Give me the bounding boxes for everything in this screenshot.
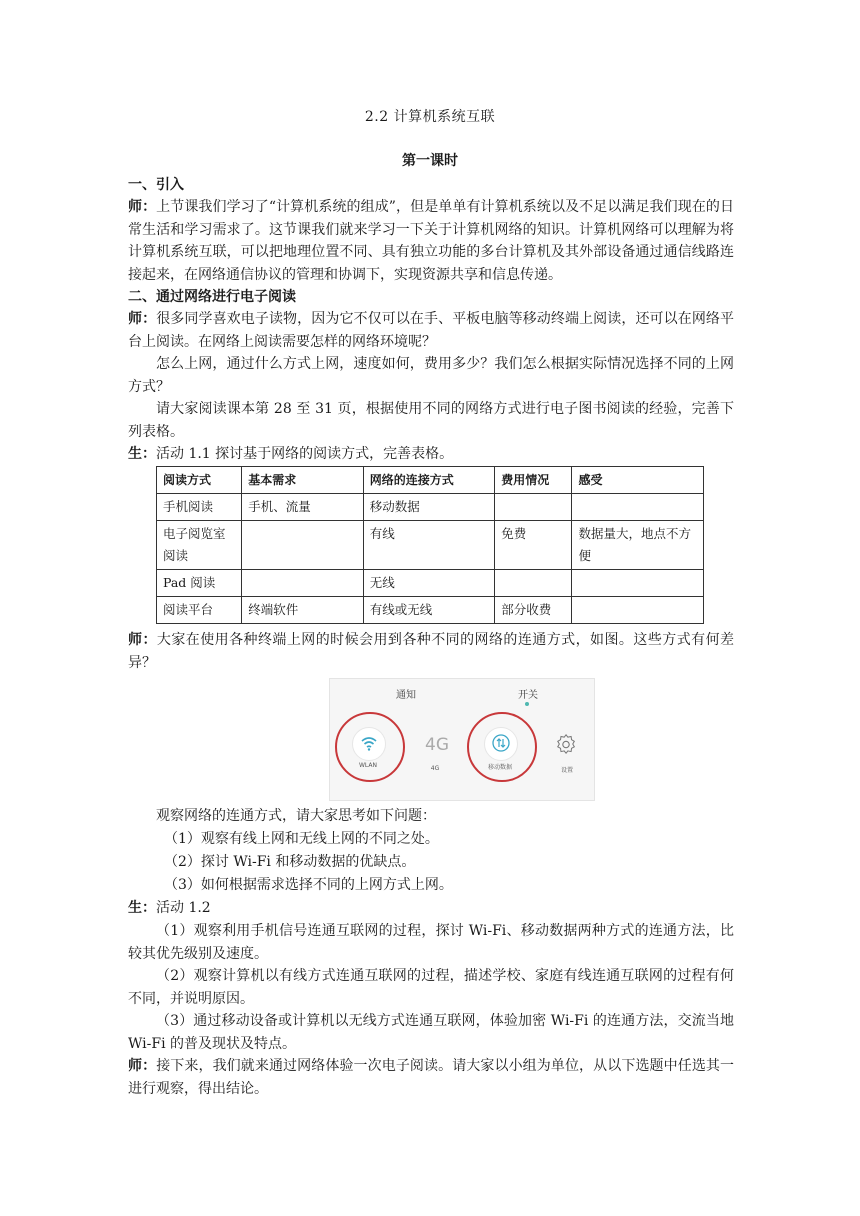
mobile-data-icon [485,728,517,760]
paragraph-activity-1-2 [128,897,734,920]
table-cell: 手机、流量 [242,494,363,521]
section-heading-reading: 二、通过网络进行电子阅读 [128,289,296,305]
speaker-label: 师： [128,311,157,327]
table-cell [242,521,363,570]
table-row [157,597,704,624]
phone-settings-figure [329,678,595,801]
settings-label: 设置 [560,767,573,774]
table-cell: 有线或无线 [363,597,494,624]
wlan-toggle [352,727,386,761]
mobile-data-toggle [484,727,518,761]
table-cell [495,494,572,521]
activity-step-1: （1）观察利用手机信号连通互联网的过程，探讨 Wi-Fi、移动数据两种方式的连通方法，比较其优先级别及速度。 [128,923,734,962]
table-cell [242,570,363,597]
table-cell [572,597,704,624]
column-header: 感受 [572,467,704,494]
4g-label: 4G [430,765,440,772]
table-cell: 移动数据 [363,494,494,521]
table-cell: 手机阅读 [157,494,242,521]
speaker-label: 师： [128,1058,157,1074]
column-header: 阅读方式 [157,467,242,494]
paragraph-instruction: 请大家阅读课本第 28 至 31 页，根据使用不同的网络方式进行电子图书阅读的经验，完善下列表格。 [128,401,734,440]
question-1: （1）观察有线上网和无线上网的不同之处。 [164,831,439,847]
speaker-label: 师： [128,199,157,215]
activity-step-3: （3）通过移动设备或计算机以无线方式连通互联网，体验加密 Wi-Fi 的连通方法，交流当地 Wi-Fi 的普及现状及特点。 [128,1013,734,1052]
table-cell: 无线 [363,570,494,597]
paragraph-text: 活动 1.1 探讨基于网络的阅读方式，完善表格。 [156,446,454,462]
table-header-row [157,467,704,494]
section-heading-intro: 一、引入 [128,177,184,193]
table-cell: 有线 [363,521,494,570]
column-header: 费用情况 [495,467,572,494]
paragraph-observe: 观察网络的连通方式，请大家思考如下问题： [156,808,436,824]
paragraph-text: 上节课我们学习了“计算机系统的组成”，但是单单有计算机系统以及不足以满足我们现在的日常生活和学习需求了。这节课我们就来学习一下关于计算机网络的知识。计算机网络可以理解为将计算机系统互联，可以把地理位置不同、具有独立功能的多台计算机及其外部设备通过通信线路连接起来，在网络通信协议的管理和协调下，实现资源共享和信息传递。 [128,199,734,283]
paragraph-next-step [128,1055,734,1100]
lesson-subtitle: 第一课时 [402,153,458,169]
table-cell [572,494,704,521]
paragraph-reading [128,308,734,353]
activity-step-2: （2）观察计算机以有线方式连通互联网的过程，描述学校、家庭有线连通互联网的过程有何不同，并说明原因。 [128,968,734,1007]
paragraph-text: 活动 1.2 [156,900,211,916]
active-tab-indicator [525,702,529,706]
tab-notify: 通知 [396,690,416,701]
page-title: 2.2 计算机系统互联 [364,109,496,125]
4g-icon: 4G [425,735,449,755]
table-cell: 电子阅览室阅读 [157,521,242,570]
table-cell [495,570,572,597]
table-cell: 数据量大，地点不方便 [572,521,704,570]
wifi-icon [353,728,385,760]
speaker-label: 师： [128,632,157,648]
column-header: 基本需求 [242,467,363,494]
wlan-label: WLAN [358,762,377,769]
paragraph-activity-1-1 [128,443,734,466]
paragraph-questions: 怎么上网，通过什么方式上网，速度如何，费用多少？我们怎么根据实际情况选择不同的上网方式？ [128,356,734,395]
table-cell: 阅读平台 [157,597,242,624]
table-cell: Pad 阅读 [157,570,242,597]
paragraph-text: 大家在使用各种终端上网的时候会用到各种不同的网络的连通方式，如图。这些方式有何差异？ [128,632,735,671]
paragraph-text: 接下来，我们就来通过网络体验一次电子阅读。请大家以小组为单位，从以下选题中任选其一进行观察，得出结论。 [128,1058,735,1097]
gear-icon [555,733,577,755]
table-row [157,494,704,521]
tab-switch: 开关 [518,690,538,701]
paragraph-text: 很多同学喜欢电子读物，因为它不仅可以在手、平板电脑等移动终端上阅读，还可以在网络平台上阅读。在网络上阅读需要怎样的网络环境呢？ [128,311,735,350]
question-3: （3）如何根据需求选择不同的上网方式上网。 [164,877,453,893]
table-cell: 终端软件 [242,597,363,624]
table-row [157,521,704,570]
speaker-label: 生： [128,900,156,916]
paragraph-intro [128,196,734,286]
mobile-data-label: 移动数据 [487,764,512,771]
table-cell [572,570,704,597]
table-cell: 免费 [495,521,572,570]
reading-methods-table [156,466,704,624]
column-header: 网络的连接方式 [363,467,494,494]
speaker-label: 生： [128,446,156,462]
question-2: （2）探讨 Wi-Fi 和移动数据的优缺点。 [164,854,416,870]
table-row [157,570,704,597]
table-cell: 部分收费 [495,597,572,624]
paragraph-connection-methods [128,629,734,674]
